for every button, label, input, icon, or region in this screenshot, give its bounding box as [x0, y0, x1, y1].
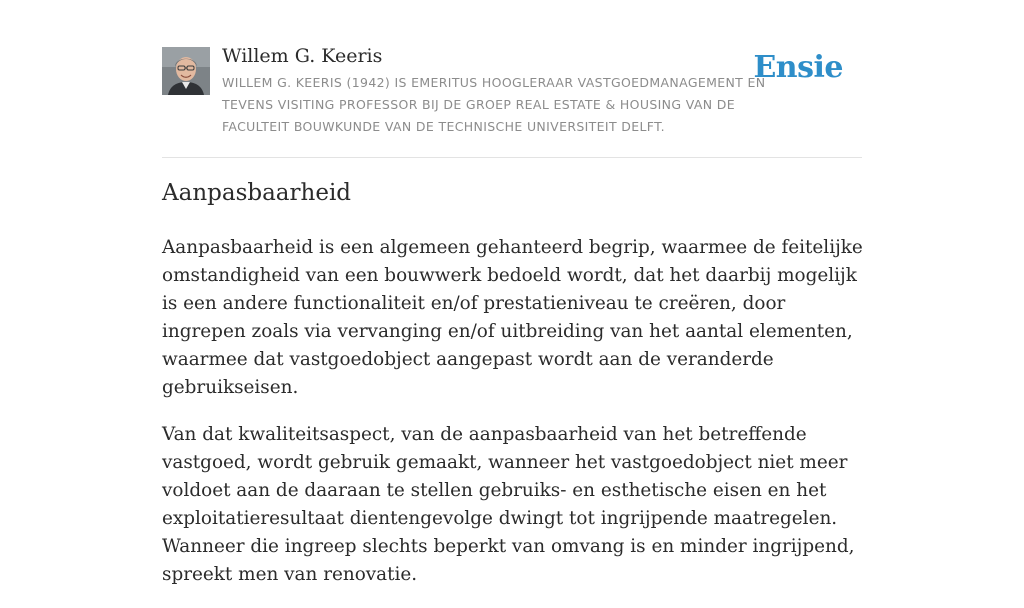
- article-paragraph: Aanpasbaarheid is een algemeen gehanteerd begrip, waarmee de feitelijke omstandigheid van een bouwwerk bedoeld wordt, dat het daarbij mogelijk is een andere functionaliteit en/of prestatieniveau te creëren, door ingrepen zoals via vervanging en/of uitbreiding van het aantal elementen, waarmee dat vastgoedobject aangepast wordt aan de veranderde gebruikseisen.: [162, 237, 863, 398]
- ensie-logo[interactable]: Ensie: [753, 50, 843, 85]
- author-bio: WILLEM G. KEERIS (1942) IS EMERITUS HOOGLERAAR VASTGOEDMANAGEMENT EN TEVENS VISITING PROFESSOR BIJ DE GROEP REAL ESTATE & HOUSING VAN DE FACULTEIT BOUWKUNDE VAN DE TECHNISCHE UNIVERSITEIT DELFT.: [222, 75, 766, 134]
- article-paragraph: Van dat kwaliteitsaspect, van de aanpasbaarheid van het betreffende vastgoed, wordt gebruik gemaakt, wanneer het vastgoedobject niet meer voldoet aan de daaraan te stellen gebruiks- en esthetische eisen en het exploitatieresultaat dientengevolge dwingt tot ingrijpende maatregelen. Wanneer die ingreep slechts beperkt van omvang is en minder ingrijpend, spreekt men van renovatie.: [162, 424, 855, 585]
- author-header: [162, 0, 862, 158]
- article-title: Aanpasbaarheid: [162, 180, 352, 206]
- author-name[interactable]: Willem G. Keeris: [222, 45, 383, 67]
- article-container: [162, 0, 863, 585]
- article-body: [162, 234, 864, 608]
- author-avatar[interactable]: [162, 47, 210, 95]
- portrait-image: [162, 47, 210, 95]
